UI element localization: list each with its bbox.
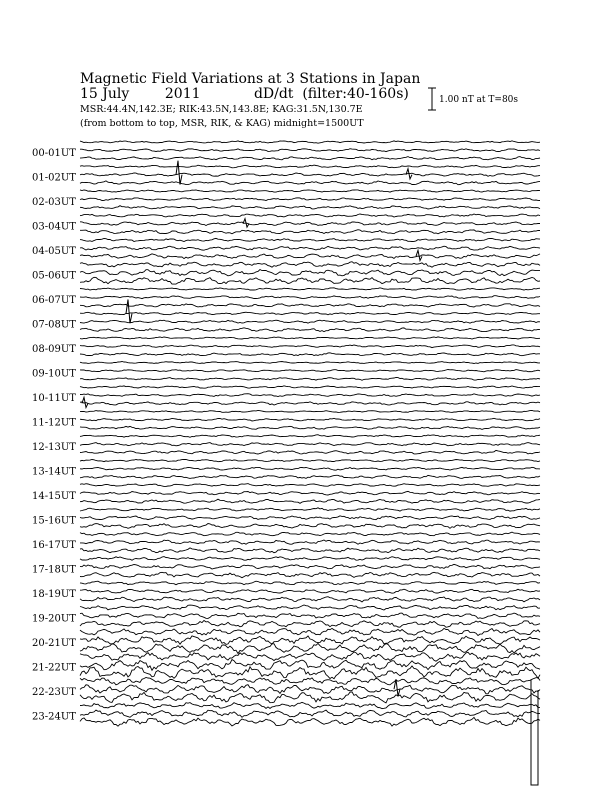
trace-rik bbox=[80, 710, 540, 717]
trace-msr bbox=[80, 652, 540, 661]
trace-kag bbox=[80, 353, 540, 356]
hour-label: 18-19UT bbox=[32, 589, 76, 600]
trace-rik bbox=[80, 443, 540, 446]
trace-kag bbox=[80, 643, 540, 653]
trace-msr bbox=[80, 141, 540, 143]
trace-kag bbox=[80, 499, 540, 503]
trace-msr bbox=[80, 628, 540, 635]
trace-rik bbox=[80, 149, 540, 152]
trace-rik bbox=[80, 418, 540, 421]
trace-msr bbox=[80, 581, 540, 585]
trace-kag bbox=[80, 717, 540, 726]
order-note: (from bottom to top, MSR, RIK, & KAG) bbox=[80, 118, 271, 129]
trace-msr bbox=[80, 165, 540, 168]
trace-rik bbox=[80, 685, 540, 694]
hour-label: 16-17UT bbox=[32, 540, 76, 551]
trace-rik bbox=[80, 296, 540, 299]
trace-rik bbox=[80, 320, 540, 323]
trace-kag bbox=[80, 402, 540, 405]
trace-rik bbox=[80, 270, 540, 276]
trace-rik bbox=[80, 467, 540, 470]
hour-label: 17-18UT bbox=[32, 564, 76, 576]
trace-kag bbox=[80, 450, 540, 454]
hour-label: 12-13UT bbox=[32, 442, 76, 453]
trace-spike bbox=[126, 300, 132, 324]
hour-label: 10-11UT bbox=[32, 393, 76, 404]
hour-label: 01-02UT bbox=[32, 172, 76, 184]
hour-label: 04-05UT bbox=[32, 246, 76, 257]
hour-label: 08-09UT bbox=[32, 344, 76, 355]
trace-msr bbox=[80, 386, 540, 388]
trace-kag bbox=[80, 377, 540, 380]
trace-rik bbox=[80, 370, 540, 372]
hour-label: 03-04UT bbox=[32, 221, 76, 233]
scale-bar bbox=[428, 88, 436, 110]
chart-title: Magnetic Field Variations at 3 Stations in Japan bbox=[80, 71, 421, 87]
trace-msr bbox=[80, 362, 540, 364]
trace-msr bbox=[80, 312, 540, 315]
trace-msr bbox=[80, 557, 540, 561]
hour-label: 11-12UT bbox=[32, 417, 76, 429]
trace-rik bbox=[80, 222, 540, 226]
trace-kag bbox=[80, 426, 540, 429]
hour-label: 13-14UT bbox=[32, 466, 76, 478]
trace-kag bbox=[80, 328, 540, 332]
scale-bar-label: 1.00 nT at T=80s bbox=[439, 95, 519, 105]
trace-kag bbox=[80, 597, 540, 602]
trace-kag bbox=[80, 548, 540, 553]
trace-msr bbox=[80, 508, 540, 511]
trace-msr bbox=[80, 410, 540, 412]
trace-rik bbox=[80, 394, 540, 397]
trace-msr bbox=[80, 435, 540, 438]
trace-kag bbox=[80, 181, 540, 185]
trace-rik bbox=[80, 564, 540, 569]
trace-msr bbox=[80, 214, 540, 217]
trace-kag bbox=[80, 475, 540, 478]
filter-label: (filter:40-160s) bbox=[302, 86, 409, 102]
hour-label: 23-24UT bbox=[32, 711, 76, 723]
hour-label: 21-22UT bbox=[32, 662, 76, 674]
trace-kag bbox=[80, 692, 540, 703]
hour-label: 19-20UT bbox=[32, 613, 76, 625]
trace-msr bbox=[80, 337, 540, 339]
date-day: 15 July bbox=[80, 86, 130, 102]
trace-kag bbox=[80, 304, 540, 307]
trace-rik bbox=[80, 246, 540, 250]
hour-label: 02-03UT bbox=[32, 197, 76, 208]
station-coordinates: MSR:44.4N,142.3E; RIK:43.5N,143.8E; KAG:31.5N,130.7E bbox=[80, 104, 363, 115]
hour-label: 14-15UT bbox=[32, 491, 76, 502]
midnight-note: midnight=1500UT bbox=[273, 118, 364, 129]
hour-label: 15-16UT bbox=[32, 515, 76, 527]
trace-spike bbox=[394, 679, 400, 696]
trace-msr bbox=[80, 459, 540, 461]
hour-label: 05-06UT bbox=[32, 270, 76, 282]
trace-kag bbox=[80, 621, 540, 628]
trace-msr bbox=[80, 288, 540, 290]
trace-kag bbox=[80, 254, 540, 259]
trace-msr bbox=[80, 238, 540, 241]
hour-label: 06-07UT bbox=[32, 295, 76, 306]
trace-rik bbox=[80, 589, 540, 593]
hour-label: 20-21UT bbox=[32, 638, 76, 649]
trace-kag bbox=[80, 277, 540, 284]
trace-rik bbox=[80, 540, 540, 544]
trace-kag bbox=[80, 206, 540, 209]
trace-kag bbox=[80, 230, 540, 234]
trace-rik bbox=[80, 173, 540, 176]
hour-label: 09-10UT bbox=[32, 368, 76, 380]
trace-rik bbox=[80, 198, 540, 201]
quantity-label: dD/dt bbox=[253, 86, 294, 102]
trace-msr bbox=[80, 532, 540, 536]
hour-label: 00-01UT bbox=[32, 148, 76, 159]
trace-rik bbox=[80, 613, 540, 618]
trace-msr bbox=[80, 190, 540, 192]
trace-msr bbox=[80, 605, 540, 610]
trace-kag bbox=[80, 157, 540, 160]
hour-label-group bbox=[32, 148, 76, 723]
trace-rik bbox=[80, 660, 540, 671]
hour-label: 07-08UT bbox=[32, 319, 76, 331]
trace-msr bbox=[80, 484, 540, 487]
trace-msr bbox=[80, 262, 540, 268]
trace-spike bbox=[176, 161, 182, 185]
trace-rik bbox=[80, 491, 540, 495]
trace-kag bbox=[80, 524, 540, 529]
trace-msr bbox=[80, 702, 540, 708]
trace-rik bbox=[80, 345, 540, 348]
date-year: 2011 bbox=[164, 86, 201, 102]
trace-kag bbox=[80, 572, 540, 577]
trace-msr bbox=[80, 678, 540, 685]
trace-group bbox=[80, 141, 540, 785]
trace-rik bbox=[80, 636, 540, 645]
trace-rik bbox=[80, 516, 540, 520]
hour-label: 22-23UT bbox=[32, 687, 76, 698]
